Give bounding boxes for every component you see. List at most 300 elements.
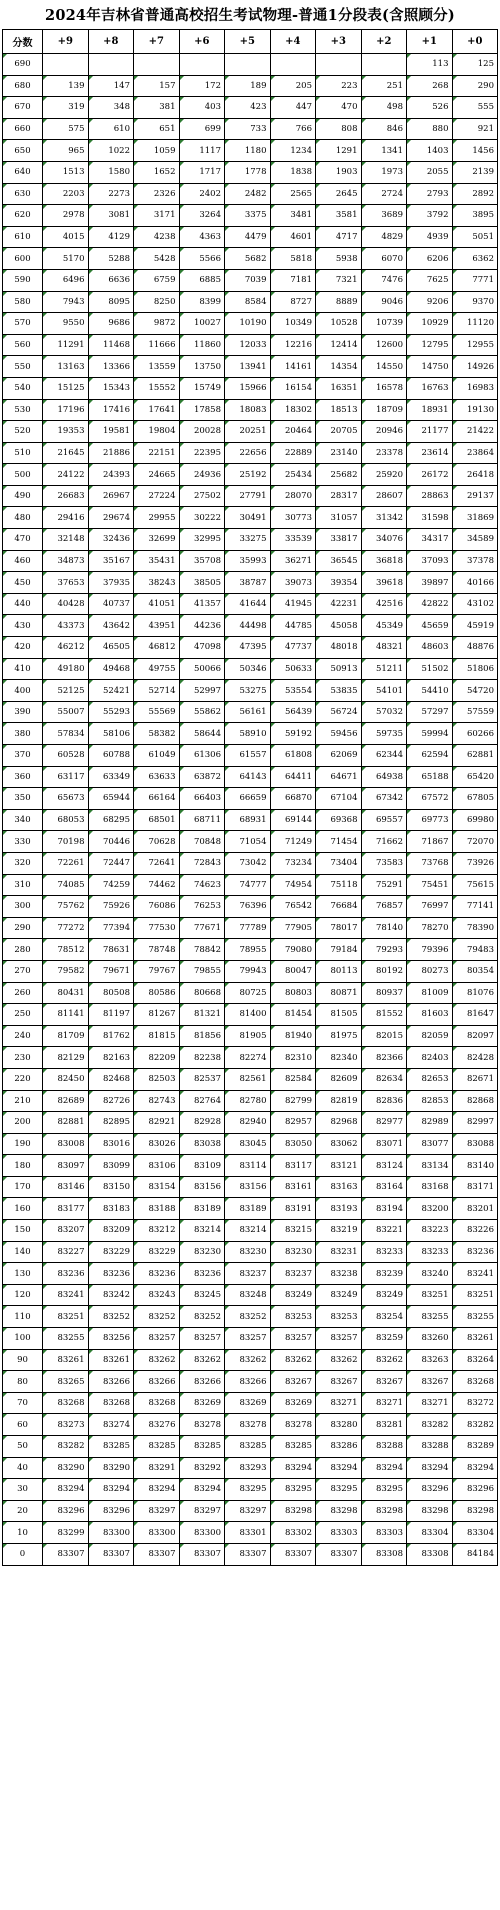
- table-cell: 43373: [43, 615, 89, 637]
- table-cell: 79855: [179, 960, 225, 982]
- table-cell: 56724: [316, 701, 362, 723]
- table-cell: 83268: [43, 1392, 89, 1414]
- table-cell: 83298: [407, 1500, 453, 1522]
- table-cell: 19130: [452, 399, 498, 421]
- table-cell: 7181: [270, 269, 316, 291]
- row-score-cell: 270: [3, 960, 43, 982]
- table-cell: 8250: [134, 291, 180, 313]
- table-cell: 81321: [179, 1004, 225, 1026]
- table-cell: 59456: [316, 723, 362, 745]
- table-cell: 18083: [225, 399, 271, 421]
- score-table: [2, 29, 498, 1566]
- table-cell: 82561: [225, 1068, 271, 1090]
- table-cell: 14550: [361, 356, 407, 378]
- table-cell: 74462: [134, 874, 180, 896]
- table-cell: 13559: [134, 356, 180, 378]
- table-cell: 78270: [407, 917, 453, 939]
- table-cell: 423: [225, 97, 271, 119]
- table-cell: 83117: [270, 1155, 316, 1177]
- table-cell: 83249: [270, 1284, 316, 1306]
- table-cell: 83229: [134, 1241, 180, 1263]
- table-cell: 83263: [407, 1349, 453, 1371]
- table-cell: 77671: [179, 917, 225, 939]
- table-row: [3, 1392, 498, 1414]
- table-row: [3, 226, 498, 248]
- table-cell: 75615: [452, 874, 498, 896]
- table-cell: 65188: [407, 766, 453, 788]
- table-cell: 73042: [225, 852, 271, 874]
- table-cell: 83219: [316, 1220, 362, 1242]
- row-score-cell: 520: [3, 421, 43, 443]
- table-cell: 22656: [225, 442, 271, 464]
- row-score-cell: 130: [3, 1263, 43, 1285]
- table-cell: 5818: [270, 248, 316, 270]
- table-cell: 59735: [361, 723, 407, 745]
- table-cell: 22889: [270, 442, 316, 464]
- table-row: [3, 161, 498, 183]
- table-cell: 48321: [361, 637, 407, 659]
- table-cell: 83262: [179, 1349, 225, 1371]
- table-cell: 25682: [316, 464, 362, 486]
- table-cell: 403: [179, 97, 225, 119]
- table-cell: 157: [134, 75, 180, 97]
- table-row: [3, 809, 498, 831]
- table-cell: 43102: [452, 593, 498, 615]
- table-cell: 83268: [134, 1392, 180, 1414]
- table-cell: 31598: [407, 507, 453, 529]
- table-cell: 11291: [43, 334, 89, 356]
- table-row: [3, 1500, 498, 1522]
- table-cell: 24936: [179, 464, 225, 486]
- table-row: [3, 464, 498, 486]
- table-cell: 71867: [407, 831, 453, 853]
- table-cell: 52714: [134, 680, 180, 702]
- table-cell: 6206: [407, 248, 453, 270]
- table-cell: 2724: [361, 183, 407, 205]
- table-cell: 23140: [316, 442, 362, 464]
- table-cell: 82921: [134, 1112, 180, 1134]
- table-cell: 83227: [43, 1241, 89, 1263]
- table-cell: 83240: [407, 1263, 453, 1285]
- table-cell: 7943: [43, 291, 89, 313]
- table-cell: 83285: [134, 1436, 180, 1458]
- table-row: [3, 1004, 498, 1026]
- table-cell: 48018: [316, 637, 362, 659]
- table-cell: 64938: [361, 766, 407, 788]
- table-cell: 80431: [43, 982, 89, 1004]
- table-cell: 82584: [270, 1068, 316, 1090]
- table-cell: 80508: [88, 982, 134, 1004]
- table-row: [3, 1220, 498, 1242]
- table-cell: 40166: [452, 572, 498, 594]
- table-cell: 610: [88, 118, 134, 140]
- table-cell: 10190: [225, 313, 271, 335]
- table-cell: 921: [452, 118, 498, 140]
- table-cell: 11468: [88, 334, 134, 356]
- table-cell: 45058: [316, 615, 362, 637]
- table-cell: 83260: [407, 1328, 453, 1350]
- table-row: [3, 896, 498, 918]
- table-cell: 11860: [179, 334, 225, 356]
- table-cell: 45659: [407, 615, 453, 637]
- table-cell: 68501: [134, 809, 180, 831]
- table-cell: 51806: [452, 658, 498, 680]
- table-row: [3, 680, 498, 702]
- table-cell: 82881: [43, 1112, 89, 1134]
- table-cell: 60788: [88, 745, 134, 767]
- table-cell: 74777: [225, 874, 271, 896]
- table-cell: 83294: [270, 1457, 316, 1479]
- table-cell: 83266: [179, 1371, 225, 1393]
- table-cell: 59192: [270, 723, 316, 745]
- table-cell: 46505: [88, 637, 134, 659]
- table-cell: 19581: [88, 421, 134, 443]
- table-cell: 75762: [43, 896, 89, 918]
- table-cell: 13941: [225, 356, 271, 378]
- table-cell: 23378: [361, 442, 407, 464]
- table-cell: 83257: [179, 1328, 225, 1350]
- table-row: [3, 140, 498, 162]
- row-score-cell: 350: [3, 788, 43, 810]
- table-cell: 83164: [361, 1176, 407, 1198]
- table-cell: 82163: [88, 1047, 134, 1069]
- table-cell: 9872: [134, 313, 180, 335]
- table-cell: 83177: [43, 1198, 89, 1220]
- table-cell: 81940: [270, 1025, 316, 1047]
- table-row: [3, 1349, 498, 1371]
- table-cell: 83163: [316, 1176, 362, 1198]
- table-row: [3, 1436, 498, 1458]
- table-cell: 83272: [452, 1392, 498, 1414]
- table-row: [3, 723, 498, 745]
- table-cell: 83248: [225, 1284, 271, 1306]
- table-cell: 55569: [134, 701, 180, 723]
- table-cell: 74259: [88, 874, 134, 896]
- table-cell: 53275: [225, 680, 271, 702]
- table-row: [3, 1155, 498, 1177]
- table-cell: 83266: [134, 1371, 180, 1393]
- table-cell: 555: [452, 97, 498, 119]
- table-cell: 83264: [452, 1349, 498, 1371]
- table-cell: 67104: [316, 788, 362, 810]
- table-cell: 25192: [225, 464, 271, 486]
- table-cell: 21886: [88, 442, 134, 464]
- row-score-cell: 40: [3, 1457, 43, 1479]
- table-cell: 79767: [134, 960, 180, 982]
- table-cell: 83156: [179, 1176, 225, 1198]
- table-cell: 83298: [316, 1500, 362, 1522]
- table-cell: 49755: [134, 658, 180, 680]
- table-cell: 73234: [270, 852, 316, 874]
- table-cell: 52125: [43, 680, 89, 702]
- table-cell: 83291: [134, 1457, 180, 1479]
- table-row: [3, 1371, 498, 1393]
- table-cell: 83189: [179, 1198, 225, 1220]
- table-row: [3, 97, 498, 119]
- table-cell: 16154: [270, 377, 316, 399]
- table-cell: 14926: [452, 356, 498, 378]
- table-row: [3, 766, 498, 788]
- row-score-cell: 370: [3, 745, 43, 767]
- row-score-cell: 550: [3, 356, 43, 378]
- row-score-cell: 620: [3, 205, 43, 227]
- table-cell: 83285: [225, 1436, 271, 1458]
- table-cell: 79483: [452, 939, 498, 961]
- table-cell: 12955: [452, 334, 498, 356]
- table-cell: 78842: [179, 939, 225, 961]
- table-cell: 67805: [452, 788, 498, 810]
- table-cell: 83285: [88, 1436, 134, 1458]
- row-score-cell: 480: [3, 507, 43, 529]
- table-cell: 1513: [43, 161, 89, 183]
- table-cell: 77272: [43, 917, 89, 939]
- table-cell: 72261: [43, 852, 89, 874]
- table-cell: 1341: [361, 140, 407, 162]
- table-cell: 83242: [88, 1284, 134, 1306]
- table-cell: 82468: [88, 1068, 134, 1090]
- table-cell: 32699: [134, 529, 180, 551]
- table-cell: 83114: [225, 1155, 271, 1177]
- table-cell: 82059: [407, 1025, 453, 1047]
- table-cell: 76997: [407, 896, 453, 918]
- table-cell: 76253: [179, 896, 225, 918]
- table-cell: 26172: [407, 464, 453, 486]
- table-row: [3, 1522, 498, 1544]
- header-plus9: +9: [43, 30, 89, 54]
- table-cell: 83307: [270, 1543, 316, 1565]
- table-cell: 81905: [225, 1025, 271, 1047]
- table-cell: 77141: [452, 896, 498, 918]
- table-cell: 78140: [361, 917, 407, 939]
- table-cell: 35431: [134, 550, 180, 572]
- table-cell: 5682: [225, 248, 271, 270]
- table-cell: 66403: [179, 788, 225, 810]
- table-cell: 10027: [179, 313, 225, 335]
- table-row: [3, 831, 498, 853]
- table-cell: 79943: [225, 960, 271, 982]
- table-cell: 1652: [134, 161, 180, 183]
- table-cell: 3375: [225, 205, 271, 227]
- table-cell: 80047: [270, 960, 316, 982]
- table-row: [3, 1068, 498, 1090]
- table-cell: 83243: [134, 1284, 180, 1306]
- table-cell: 19353: [43, 421, 89, 443]
- table-cell: 18709: [361, 399, 407, 421]
- table-cell: 83267: [316, 1371, 362, 1393]
- table-cell: 83045: [225, 1133, 271, 1155]
- table-cell: 36271: [270, 550, 316, 572]
- table-row: [3, 442, 498, 464]
- table-cell: 69980: [452, 809, 498, 831]
- table-cell: 67342: [361, 788, 407, 810]
- table-cell: 46812: [134, 637, 180, 659]
- row-score-cell: 300: [3, 896, 43, 918]
- row-score-cell: 560: [3, 334, 43, 356]
- table-cell: 83233: [407, 1241, 453, 1263]
- table-cell: 22395: [179, 442, 225, 464]
- table-cell: 16983: [452, 377, 498, 399]
- row-score-cell: 340: [3, 809, 43, 831]
- table-cell: 83099: [88, 1155, 134, 1177]
- table-cell: 63117: [43, 766, 89, 788]
- table-cell: 83304: [452, 1522, 498, 1544]
- table-cell: 4363: [179, 226, 225, 248]
- table-cell: 82968: [316, 1112, 362, 1134]
- table-cell: 83251: [43, 1306, 89, 1328]
- table-cell: 50913: [316, 658, 362, 680]
- row-score-cell: 610: [3, 226, 43, 248]
- table-cell: 32148: [43, 529, 89, 551]
- table-cell: 83251: [452, 1284, 498, 1306]
- table-cell: 83271: [316, 1392, 362, 1414]
- table-cell: 77394: [88, 917, 134, 939]
- table-cell: 76396: [225, 896, 271, 918]
- table-cell: 82428: [452, 1047, 498, 1069]
- table-row: [3, 1457, 498, 1479]
- table-cell: 82097: [452, 1025, 498, 1047]
- table-cell: 18513: [316, 399, 362, 421]
- row-score-cell: 470: [3, 529, 43, 551]
- table-cell: 3581: [316, 205, 362, 227]
- table-cell: 223: [316, 75, 362, 97]
- table-cell: 4939: [407, 226, 453, 248]
- table-cell: 83255: [43, 1328, 89, 1350]
- table-cell: 25920: [361, 464, 407, 486]
- table-cell: 4015: [43, 226, 89, 248]
- table-cell: 76857: [361, 896, 407, 918]
- row-score-cell: 510: [3, 442, 43, 464]
- table-cell: 83154: [134, 1176, 180, 1198]
- table-cell: 3895: [452, 205, 498, 227]
- table-cell: 83230: [270, 1241, 316, 1263]
- table-cell: 83188: [134, 1198, 180, 1220]
- table-cell: 46212: [43, 637, 89, 659]
- table-cell: 77530: [134, 917, 180, 939]
- table-cell: 268: [407, 75, 453, 97]
- table-row: [3, 701, 498, 723]
- table-cell: 80586: [134, 982, 180, 1004]
- table-cell: 83292: [179, 1457, 225, 1479]
- table-cell: 83071: [361, 1133, 407, 1155]
- table-cell: 39354: [316, 572, 362, 594]
- table-cell: 83294: [361, 1457, 407, 1479]
- table-cell: 6885: [179, 269, 225, 291]
- table-row: [3, 637, 498, 659]
- table-cell: [225, 54, 271, 76]
- table-row: [3, 874, 498, 896]
- table-cell: 83267: [270, 1371, 316, 1393]
- table-cell: 82726: [88, 1090, 134, 1112]
- table-cell: 73404: [316, 852, 362, 874]
- row-score-cell: 160: [3, 1198, 43, 1220]
- table-cell: 83298: [361, 1500, 407, 1522]
- table-cell: 80354: [452, 960, 498, 982]
- row-score-cell: 670: [3, 97, 43, 119]
- table-cell: 7039: [225, 269, 271, 291]
- row-score-cell: 170: [3, 1176, 43, 1198]
- table-cell: 83261: [43, 1349, 89, 1371]
- row-score-cell: 490: [3, 485, 43, 507]
- table-row: [3, 183, 498, 205]
- table-cell: [179, 54, 225, 76]
- table-cell: [361, 54, 407, 76]
- table-cell: 82653: [407, 1068, 453, 1090]
- table-cell: 81856: [179, 1025, 225, 1047]
- table-cell: [43, 54, 89, 76]
- table-cell: 8889: [316, 291, 362, 313]
- table-cell: 82853: [407, 1090, 453, 1112]
- row-score-cell: 50: [3, 1436, 43, 1458]
- table-cell: 38243: [134, 572, 180, 594]
- table-cell: 83294: [134, 1479, 180, 1501]
- table-row: [3, 1543, 498, 1565]
- table-cell: 699: [179, 118, 225, 140]
- table-cell: 83252: [179, 1306, 225, 1328]
- table-cell: 83300: [88, 1522, 134, 1544]
- table-cell: 83262: [270, 1349, 316, 1371]
- table-cell: 83249: [361, 1284, 407, 1306]
- table-cell: 34589: [452, 529, 498, 551]
- table-cell: 172: [179, 75, 225, 97]
- table-cell: 2273: [88, 183, 134, 205]
- table-cell: 51502: [407, 658, 453, 680]
- table-row: [3, 269, 498, 291]
- table-cell: 15966: [225, 377, 271, 399]
- table-cell: 651: [134, 118, 180, 140]
- table-cell: 83236: [88, 1263, 134, 1285]
- table-row: [3, 313, 498, 335]
- table-cell: 9206: [407, 291, 453, 313]
- table-cell: 82671: [452, 1068, 498, 1090]
- table-cell: 83300: [179, 1522, 225, 1544]
- table-cell: 37093: [407, 550, 453, 572]
- table-cell: 83062: [316, 1133, 362, 1155]
- table-cell: 83286: [316, 1436, 362, 1458]
- table-cell: 83296: [88, 1500, 134, 1522]
- table-cell: 20251: [225, 421, 271, 443]
- row-score-cell: 180: [3, 1155, 43, 1177]
- table-cell: 83307: [134, 1543, 180, 1565]
- table-cell: 26418: [452, 464, 498, 486]
- row-score-cell: 210: [3, 1090, 43, 1112]
- table-cell: 1717: [179, 161, 225, 183]
- table-cell: 30773: [270, 507, 316, 529]
- header-plus0: +0: [452, 30, 498, 54]
- table-cell: 83255: [407, 1306, 453, 1328]
- table-cell: 2203: [43, 183, 89, 205]
- table-cell: 38505: [179, 572, 225, 594]
- table-cell: 83223: [407, 1220, 453, 1242]
- table-cell: 25434: [270, 464, 316, 486]
- table-cell: 17641: [134, 399, 180, 421]
- row-score-cell: 580: [3, 291, 43, 313]
- table-cell: 83251: [407, 1284, 453, 1306]
- table-cell: 6636: [88, 269, 134, 291]
- table-cell: 47098: [179, 637, 225, 659]
- table-cell: 83267: [407, 1371, 453, 1393]
- row-score-cell: 200: [3, 1112, 43, 1134]
- table-cell: 82609: [316, 1068, 362, 1090]
- table-cell: 41945: [270, 593, 316, 615]
- table-cell: 82895: [88, 1112, 134, 1134]
- table-cell: 82780: [225, 1090, 271, 1112]
- table-cell: 7321: [316, 269, 362, 291]
- row-score-cell: 360: [3, 766, 43, 788]
- table-cell: 60266: [452, 723, 498, 745]
- table-cell: 23614: [407, 442, 453, 464]
- table-cell: 60528: [43, 745, 89, 767]
- table-cell: 83257: [316, 1328, 362, 1350]
